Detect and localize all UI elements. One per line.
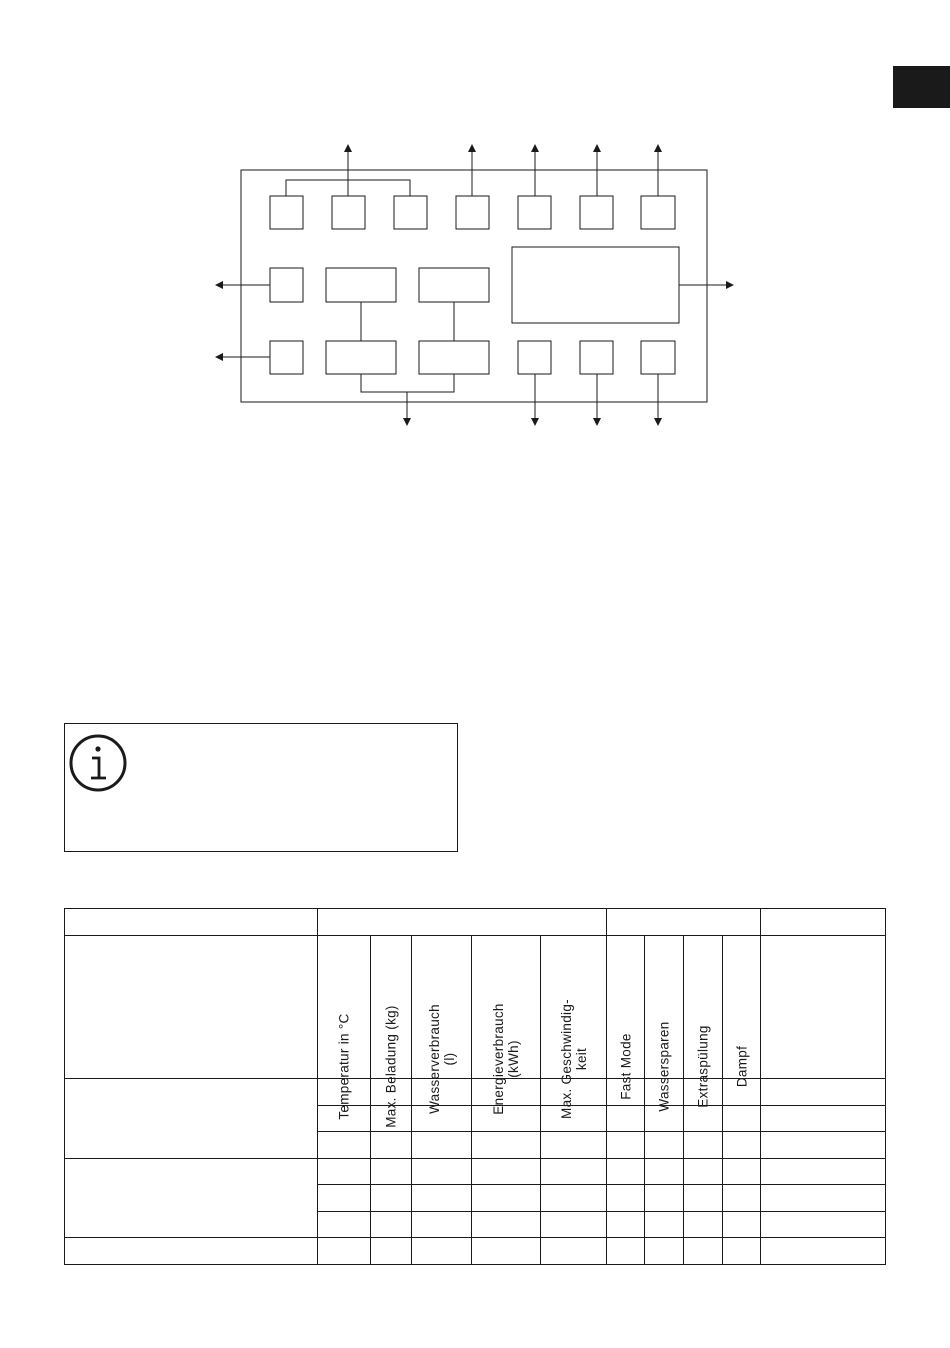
column-header-steam: Dampf — [723, 936, 761, 1079]
column-header-extra-rinse: Extraspülung — [684, 936, 723, 1079]
panel-button — [456, 196, 489, 229]
column-header-water-saving: Wassersparen — [645, 936, 684, 1079]
panel-button — [270, 341, 303, 374]
table-cell — [607, 909, 761, 936]
table-cell — [65, 1159, 318, 1238]
panel-button-wide — [326, 268, 396, 302]
panel-button — [518, 341, 551, 374]
panel-button — [270, 196, 303, 229]
panel-button — [641, 196, 675, 229]
connector-bracket-top — [286, 180, 410, 196]
panel-display — [512, 247, 679, 323]
info-note-box — [64, 723, 458, 852]
table-cell — [65, 909, 318, 936]
column-header-energy-consumption: Energieverbrauch (kWh) — [472, 936, 541, 1079]
panel-button-wide — [419, 268, 489, 302]
panel-button — [580, 196, 613, 229]
panel-button — [641, 341, 675, 374]
table-row — [65, 1159, 886, 1185]
column-header-fast-mode: Fast Mode — [607, 936, 645, 1079]
table-group-header-row — [65, 909, 886, 936]
table-header-row — [65, 936, 886, 1079]
table-cell — [761, 936, 886, 1079]
panel-button — [332, 196, 365, 229]
program-table — [64, 908, 886, 1265]
column-header-temperature: Temperatur in °C — [318, 936, 371, 1079]
table-cell — [65, 1079, 318, 1159]
table-cell — [65, 1238, 318, 1265]
table-row — [65, 1238, 886, 1265]
column-header-max-speed: Max. Geschwindig- keit — [541, 936, 607, 1079]
info-icon — [69, 734, 127, 792]
panel-button — [270, 268, 303, 302]
column-header-max-load: Max. Beladung (kg) — [371, 936, 412, 1079]
panel-button — [580, 341, 613, 374]
panel-button — [394, 196, 427, 229]
column-header-water-consumption: Wasserverbrauch (l) — [412, 936, 472, 1079]
panel-button — [518, 196, 551, 229]
panel-button-wide — [419, 341, 489, 374]
table-cell — [65, 936, 318, 1079]
panel-button-wide — [326, 341, 396, 374]
table-cell — [318, 909, 607, 936]
panel-outline — [241, 170, 707, 402]
control-panel-diagram — [0, 0, 950, 460]
table-cell — [761, 909, 886, 936]
table-row — [65, 1079, 886, 1106]
